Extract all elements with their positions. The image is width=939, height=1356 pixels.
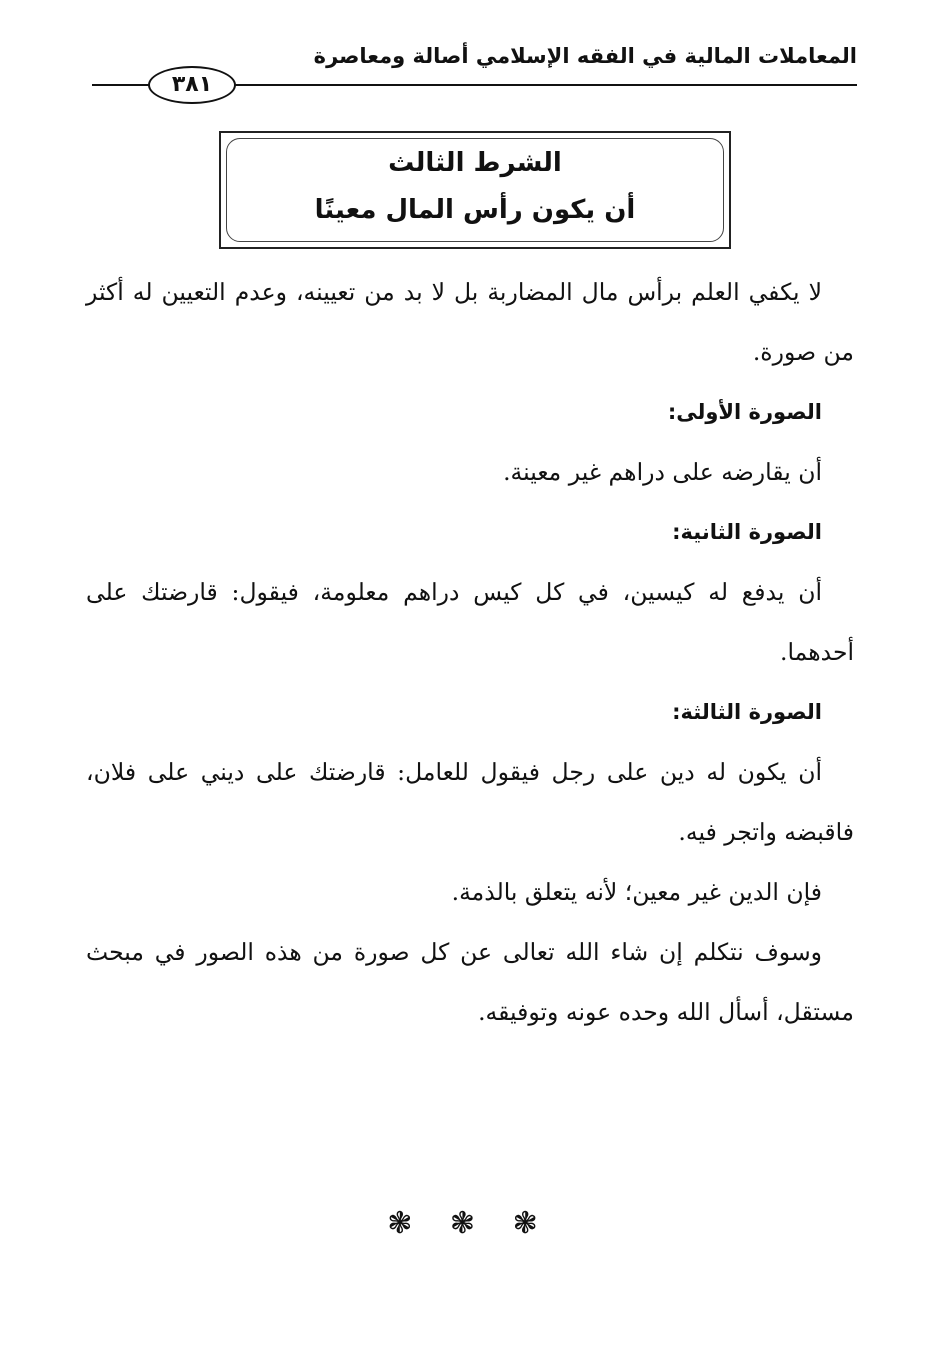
form3-heading: الصورة الثالثة: (672, 700, 822, 724)
form1-paragraph: أن يقارضه على دراهم غير معينة. (503, 458, 822, 486)
body-text (86, 262, 854, 1042)
page-number: ٣٨١ (148, 66, 236, 104)
reason-paragraph: فإن الدين غير معين؛ لأنه يتعلق بالذمة. (451, 878, 822, 906)
form3-paragraph: أن يكون له دين على رجل فيقول للعامل: قارضتك على ديني على فلان، فاقبضه واتجر فيه. (86, 758, 854, 846)
form2-paragraph: أن يدفع له كيسين، في كل كيس دراهم معلومة، فيقول: قارضتك على أحدهما. (86, 578, 854, 666)
intro-paragraph: لا يكفي العلم برأس مال المضاربة بل لا بد من تعيينه، وعدم التعيين له أكثر من صورة. (86, 278, 854, 366)
flower-ornament-icon: ❃ (387, 1206, 427, 1241)
closing-paragraph: وسوف نتكلم إن شاء الله تعالى عن كل صورة من هذه الصور في مبحث مستقل، أسأل الله وحده عونه وتوفيقه. (86, 938, 854, 1026)
flower-ornament-icon: ❃ (512, 1206, 552, 1241)
section-title: الشرط الثالث (388, 148, 562, 178)
section-end-ornaments (0, 1206, 939, 1241)
section-title-frame (219, 131, 731, 249)
running-header-title: المعاملات المالية في الفقه الإسلامي أصالة ومعاصرة (313, 44, 857, 68)
section-subtitle: أن يكون رأس المال معينًا (314, 195, 636, 225)
flower-ornament-icon: ❃ (449, 1206, 490, 1241)
form1-heading: الصورة الأولى: (667, 400, 822, 424)
form2-heading: الصورة الثانية: (672, 520, 822, 544)
